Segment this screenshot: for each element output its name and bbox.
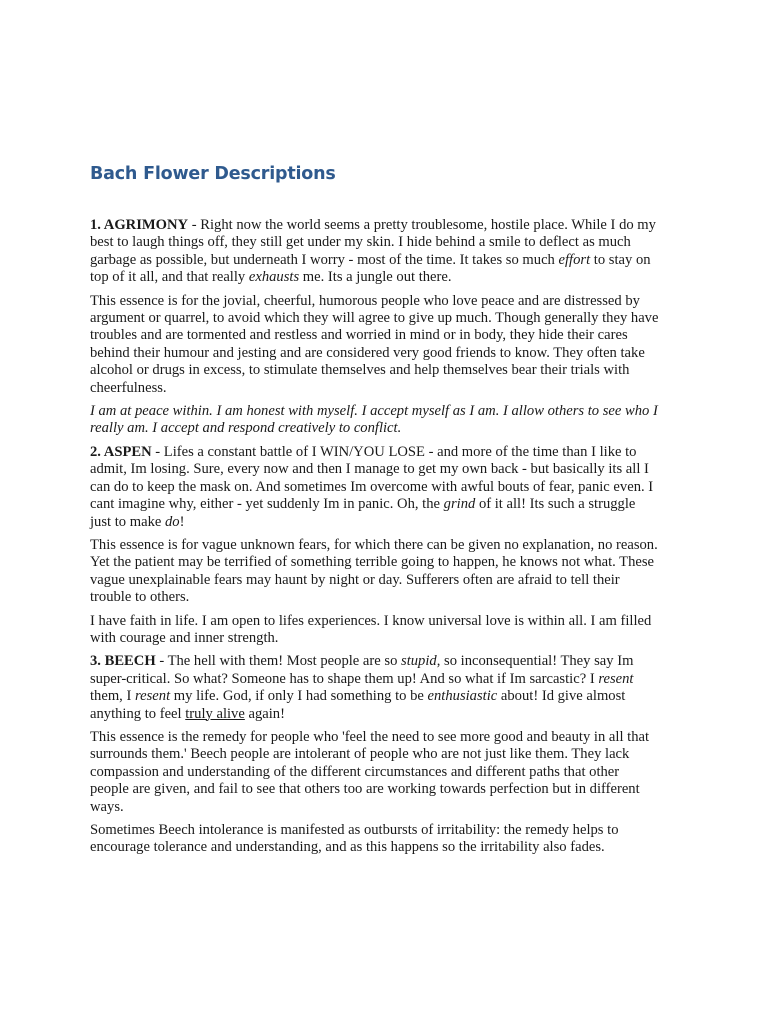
emphasis-text: resent bbox=[598, 670, 634, 687]
text-run: This essence is for vague unknown fears, for which there can be given no explanation, no reason. bbox=[90, 536, 658, 553]
text-line bbox=[90, 234, 690, 251]
paragraph bbox=[90, 403, 690, 438]
text-run: them, I bbox=[90, 688, 135, 705]
text-line bbox=[90, 310, 690, 327]
entry-heading: 1. AGRIMONY bbox=[90, 217, 189, 233]
text-line bbox=[90, 217, 690, 234]
text-line bbox=[90, 514, 690, 531]
text-run: anything to feel bbox=[90, 705, 186, 722]
text-line bbox=[90, 671, 690, 688]
text-line bbox=[90, 554, 690, 571]
emphasis-text: stupid bbox=[401, 653, 437, 670]
text-line bbox=[90, 653, 690, 670]
paragraph bbox=[90, 653, 690, 723]
paragraph bbox=[90, 217, 690, 287]
text-line bbox=[90, 461, 690, 478]
text-run: just to make bbox=[90, 513, 165, 530]
entry-heading: 3. BEECH bbox=[90, 653, 156, 670]
text-run: of it all! Its such a struggle bbox=[475, 496, 636, 513]
emphasis-text: exhausts bbox=[248, 269, 300, 286]
text-line bbox=[90, 420, 690, 437]
text-run: This essence is for the jovial, cheerful, humorous people who love peace and are distressed by bbox=[90, 292, 640, 309]
paragraph bbox=[90, 537, 690, 607]
text-run: best to laugh things off, they still get under my skin. I hide behind a smile to deflect as much bbox=[90, 234, 631, 251]
text-run: ! bbox=[179, 513, 185, 530]
text-line bbox=[90, 444, 690, 461]
text-line bbox=[90, 613, 690, 630]
emphasis-text: really am. I accept and respond creatively to conflict. bbox=[90, 420, 402, 437]
text-line bbox=[90, 362, 690, 379]
text-line bbox=[90, 403, 690, 420]
paragraph bbox=[90, 293, 690, 397]
emphasis-text: I am at peace within. I am honest with myself. I accept myself as I am. I allow others to see who I bbox=[90, 403, 658, 420]
text-run: - Right now the world seems a pretty troublesome, hostile place. While I do my bbox=[188, 217, 656, 233]
text-run: garbage as possible, but underneath I worry - most of the time. It takes so much bbox=[90, 251, 559, 268]
text-run: - Lifes a constant battle of I WIN/YOU LOSE - and more of the time than I like to bbox=[151, 443, 637, 460]
paragraph bbox=[90, 729, 690, 816]
text-line bbox=[90, 345, 690, 362]
text-run: , so inconsequential! They say Im bbox=[436, 653, 634, 670]
text-run: vague unexplainable fears may haunt by night or day. Sufferers often are afraid to tell their bbox=[90, 571, 620, 588]
page-title: Bach Flower Descriptions bbox=[90, 164, 336, 184]
text-run: my life. God, if only I had something to be bbox=[170, 688, 428, 705]
text-run: cant imagine why, either - yet suddenly Im in panic. Oh, the bbox=[90, 496, 444, 513]
entry-heading: 2. ASPEN bbox=[90, 443, 152, 460]
text-run: surrounds them.' Beech people are intolerant of people who are not just like them. They lack bbox=[90, 746, 630, 763]
paragraph bbox=[90, 613, 690, 648]
paragraph bbox=[90, 444, 690, 531]
text-run: encourage tolerance and understanding, and as this happens so the irritability also fades. bbox=[90, 839, 605, 856]
text-run: to stay on bbox=[590, 251, 651, 268]
text-run: with courage and inner strength. bbox=[90, 629, 279, 646]
text-line bbox=[90, 479, 690, 496]
text-line bbox=[90, 822, 690, 839]
text-run: I have faith in life. I am open to lifes experiences. I know universal love is within all. I am filled bbox=[90, 612, 652, 629]
emphasis-text: grind bbox=[443, 496, 476, 513]
text-run: This essence is the remedy for people who 'feel the need to see more good and beauty in all that bbox=[90, 728, 650, 745]
text-line bbox=[90, 706, 690, 723]
text-run: top of it all, and that really bbox=[90, 269, 249, 286]
emphasis-text: resent bbox=[135, 688, 171, 705]
text-line bbox=[90, 380, 690, 397]
text-line bbox=[90, 269, 690, 286]
text-run: argument or quarrel, to avoid which they will agree to give up much. Though generally they have bbox=[90, 310, 659, 327]
paragraph bbox=[90, 822, 690, 857]
emphasis-text: do bbox=[165, 513, 180, 530]
document-body bbox=[90, 217, 690, 863]
text-run: cheerfulness. bbox=[90, 379, 167, 396]
text-line bbox=[90, 630, 690, 647]
text-run: admit, Im losing. Sure, every now and then I manage to get my own back - but basically its all I bbox=[90, 461, 649, 478]
text-run: troubles and are tormented and restless and worried in mind or in body, they hide their cares bbox=[90, 327, 628, 344]
text-line bbox=[90, 293, 690, 310]
text-line bbox=[90, 496, 690, 513]
emphasis-text: enthusiastic bbox=[427, 688, 498, 705]
text-run: can do to keep the mask on. And sometimes Im overcome with awful bouts of fear, panic even. I bbox=[90, 478, 654, 495]
text-run: about! Id give almost bbox=[497, 688, 626, 705]
text-run: me. Its a jungle out there. bbox=[299, 269, 452, 286]
text-line bbox=[90, 327, 690, 344]
text-run: compassion and understanding of the different circumstances and different paths that other bbox=[90, 763, 620, 780]
emphasis-text: effort bbox=[558, 251, 591, 268]
text-line bbox=[90, 729, 690, 746]
text-line bbox=[90, 688, 690, 705]
text-run: trouble to others. bbox=[90, 589, 190, 606]
text-line bbox=[90, 252, 690, 269]
text-line bbox=[90, 572, 690, 589]
text-line bbox=[90, 764, 690, 781]
text-line bbox=[90, 839, 690, 856]
text-run: Yet the patient may be terrified of something terrible going to happen, he knows not what. These bbox=[90, 554, 655, 571]
text-run: ways. bbox=[90, 798, 124, 815]
text-run: super-critical. So what? Someone has to shape them up! And so what if Im sarcastic? I bbox=[90, 670, 599, 687]
underlined-text: truly alive bbox=[185, 705, 245, 722]
text-line bbox=[90, 537, 690, 554]
text-run: behind their humour and jesting and are considered very good friends to know. They often take bbox=[90, 344, 645, 361]
text-line bbox=[90, 746, 690, 763]
text-run: again! bbox=[244, 705, 285, 722]
text-run: - The hell with them! Most people are so bbox=[155, 653, 402, 670]
text-line bbox=[90, 799, 690, 816]
text-run: Sometimes Beech intolerance is manifested as outbursts of irritability: the remedy helps to bbox=[90, 822, 619, 838]
text-run: alcohol or drugs in excess, to stimulate themselves and help themselves bear their trials with bbox=[90, 362, 630, 379]
text-line bbox=[90, 781, 690, 798]
text-run: people are given, and fail to see that others too are working towards perfection but in different bbox=[90, 781, 640, 798]
text-line bbox=[90, 589, 690, 606]
